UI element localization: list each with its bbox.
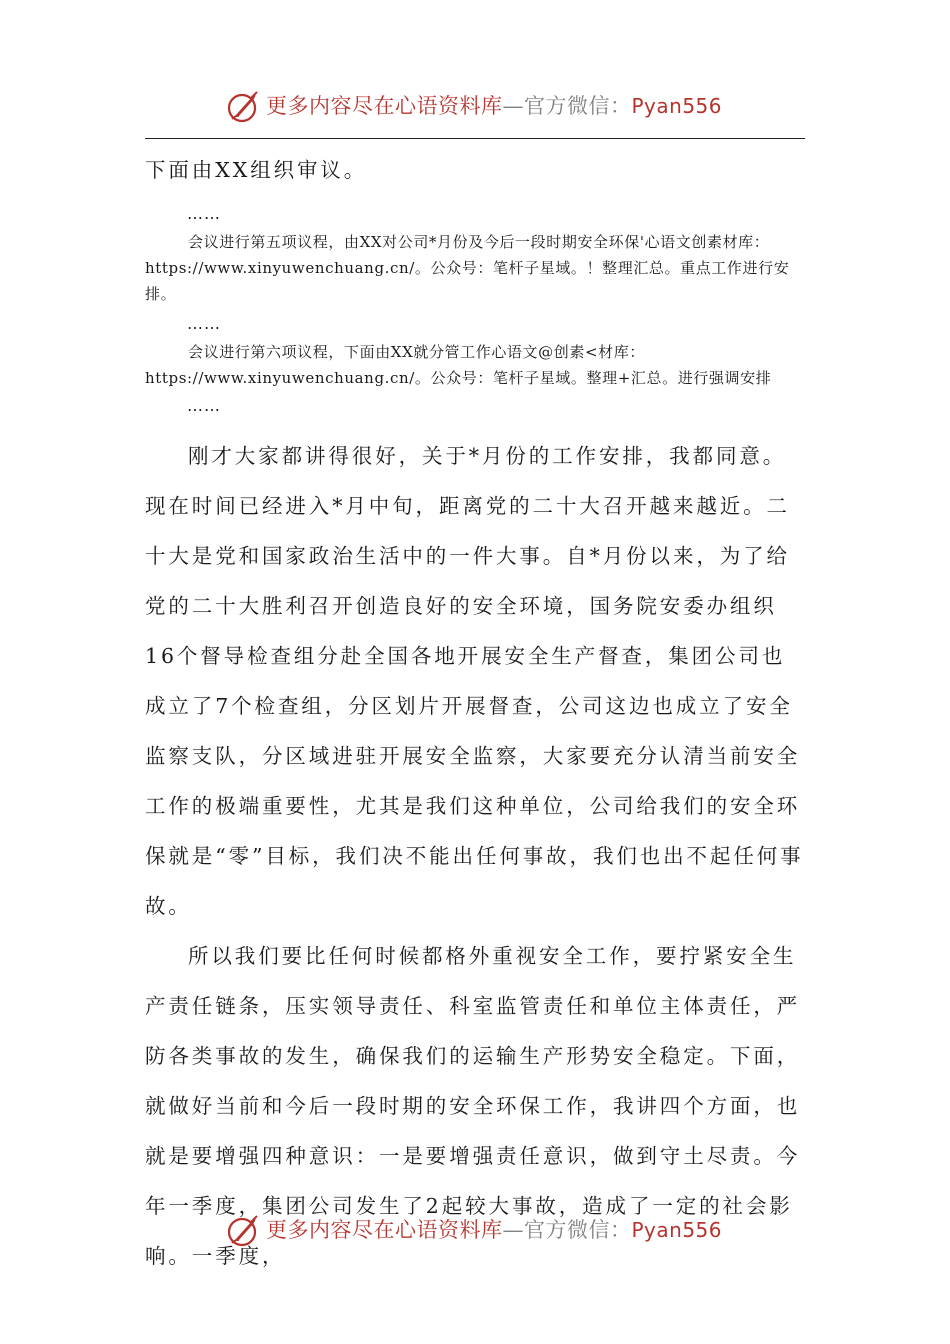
speech-paragraph-2: 所以我们要比任何时候都格外重视安全工作，要拧紧安全生产责任链条，压实领导责任、科室监管责任和单位主体责任，严防各类事故的发生，确保我们的运输生产形势安全稳定。下面，就做好当前和今后一段时期的安全环保工作，我讲四个方面，也就是要增强四种意识：一是要增强责任意识，做到守土尽责。今年一季度，集团公司发生了2起较大事故，造成了一定的社会影响。一季度， (145, 944, 801, 1268)
banner-separator: — (502, 94, 524, 118)
quill-pen-logo-icon (226, 89, 262, 125)
footer-banner-title: 更多内容尽在心语资料库 (266, 1218, 503, 1242)
ellipsis-3: …… (187, 396, 221, 415)
banner-title: 更多内容尽在心语资料库 (266, 94, 503, 118)
banner-text (266, 91, 722, 121)
document-body (145, 145, 807, 1281)
ellipsis-1: …… (187, 204, 221, 223)
opening-line: 下面由XX组织审议。 (145, 158, 368, 182)
banner-wechat-id: Pyan556 (631, 94, 723, 118)
footer-banner-wechat-label: 官方微信： (524, 1218, 632, 1242)
header-divider (145, 138, 805, 139)
agenda-item-6: 会议进行第六项议程，下面由XX就分管工作心语文@创素<材库：https://www.xinyuwenchuang.cn/。公众号：笔杆子星域。整理+汇总。进行强调安排 (145, 343, 772, 387)
speech-paragraph-1: 刚才大家都讲得很好，关于*月份的工作安排，我都同意。现在时间已经进入*月中旬，距离党的二十大召开越来越近。二十大是党和国家政治生活中的一件大事。自*月份以来，为了给党的二十大胜利召开创造良好的安全环境，国务院安委办组织16个督导检查组分赴全国各地开展安全生产督查，集团公司也成立了7个检查组，分区划片开展督查，公司这边也成立了安全监察支队，分区域进驻开展安全监察，大家要充分认清当前安全工作的极端重要性，尤其是我们这种单位，公司给我们的安全环保就是“零”目标，我们决不能出任何事故，我们也出不起任何事故。 (145, 444, 804, 918)
footer-banner-text (266, 1215, 722, 1245)
header-banner (0, 85, 950, 129)
footer-banner-wechat-id: Pyan556 (631, 1218, 723, 1242)
banner-wechat-label: 官方微信： (524, 94, 632, 118)
footer-banner-separator: — (502, 1218, 524, 1242)
agenda-item-5: 会议进行第五项议程，由XX对公司*月份及今后一段时期安全环保'心语文创素材库：https://www.xinyuwenchuang.cn/。公众号：笔杆子星域。！整理汇总。重点工作进行安排。 (145, 233, 790, 303)
quill-pen-logo-icon (226, 1213, 262, 1249)
footer-banner (0, 1209, 950, 1253)
ellipsis-2: …… (187, 314, 221, 333)
